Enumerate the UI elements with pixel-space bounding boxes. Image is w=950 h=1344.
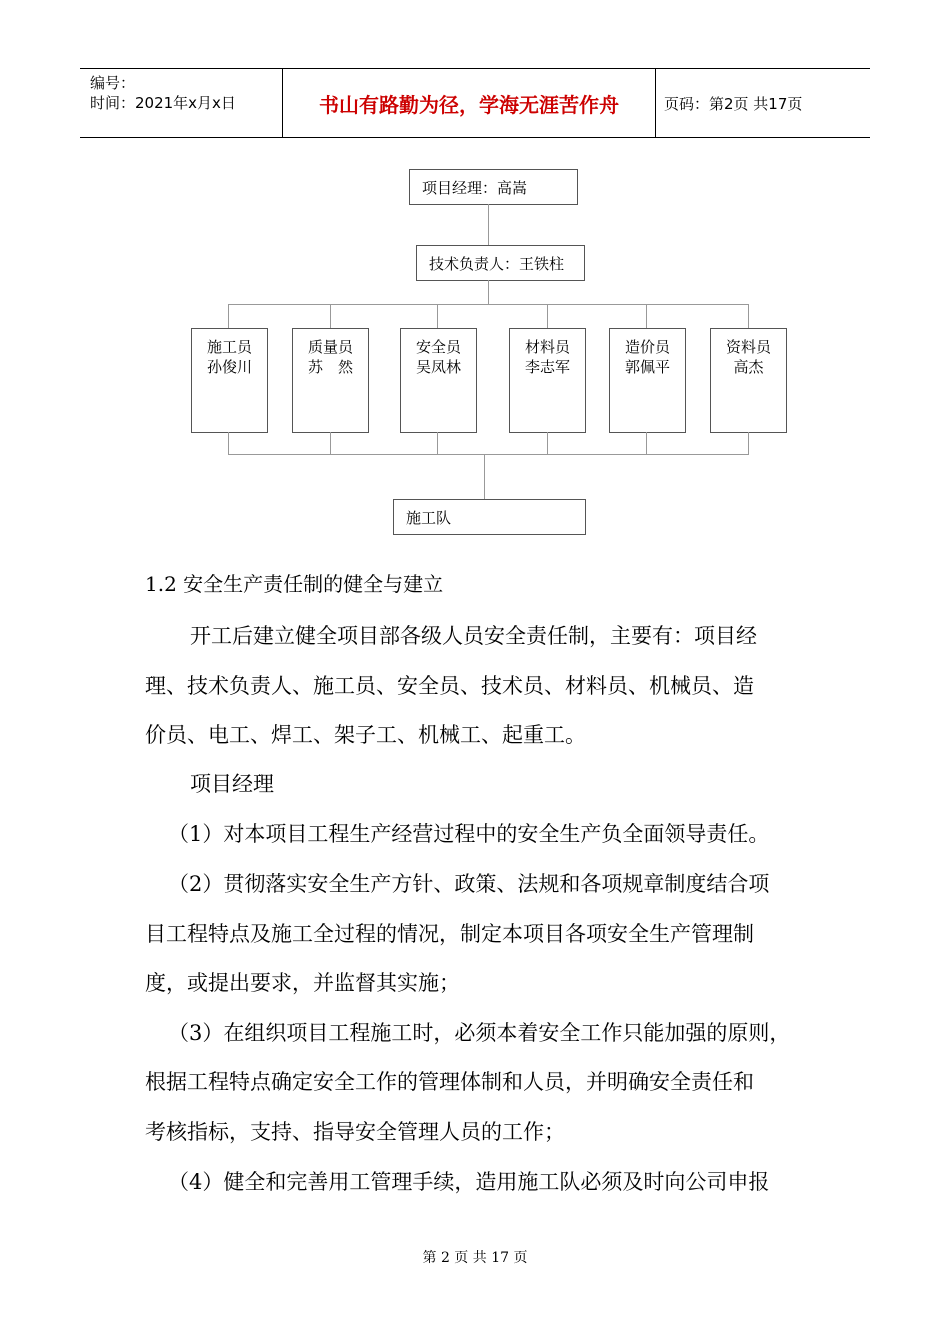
connector-line (228, 432, 229, 454)
tech-lead-label: 技术负责人：王铁柱 (429, 255, 565, 273)
paragraph-line: 目工程特点及施工全过程的情况，制定本项目各项安全生产管理制 (145, 922, 754, 946)
staff-role: 材料员 (524, 338, 570, 356)
connector-line (437, 304, 438, 328)
manager-box (409, 169, 578, 205)
paragraph-line: 理、技术负责人、施工员、安全员、技术员、材料员、机械员、造 (145, 674, 754, 698)
paragraph-line: 考核指标，支持、指导安全管理人员的工作； (145, 1120, 565, 1144)
connector-line (484, 454, 485, 499)
paragraph-line: （4）健全和完善用工管理手续，造用施工队必须及时向公司申报 (168, 1170, 770, 1194)
staff-name: 孙俊川 (206, 358, 252, 376)
subheading: 项目经理 (190, 772, 274, 796)
page-footer: 第 2 页 共 17 页 (422, 1250, 528, 1266)
team-label: 施工队 (406, 509, 452, 527)
connector-line (330, 304, 331, 328)
paragraph-line: （3）在组织项目工程施工时，必须本着安全工作只能加强的原则， (168, 1021, 791, 1045)
staff-role: 施工员 (206, 338, 252, 356)
staff-box (292, 328, 369, 433)
time-label: 时间：2021年x月x日 (90, 94, 236, 112)
staff-name: 高杰 (733, 358, 764, 376)
header-page-info: 页码：第2页 共17页 (664, 94, 803, 113)
staff-role: 质量员 (307, 338, 353, 356)
connector-line (547, 432, 548, 454)
connector-line (547, 304, 548, 328)
connector-line (228, 304, 749, 305)
staff-name: 苏 然 (307, 358, 353, 376)
paragraph-line: （1）对本项目工程生产经营过程中的安全生产负全面领导责任。 (168, 822, 770, 846)
paragraph-line: 度，或提出要求，并监督其实施； (145, 971, 460, 995)
connector-line (748, 304, 749, 328)
connector-line (228, 304, 229, 328)
staff-box (509, 328, 586, 433)
staff-name: 吴凤林 (415, 358, 461, 376)
staff-box (609, 328, 686, 433)
connector-line (646, 432, 647, 454)
staff-role: 资料员 (725, 338, 771, 356)
staff-role: 安全员 (415, 338, 461, 356)
staff-name: 李志军 (524, 358, 570, 376)
number-label: 编号： (90, 74, 136, 92)
connector-line (748, 432, 749, 454)
staff-box (710, 328, 787, 433)
header-meta (80, 69, 283, 137)
manager-label: 项目经理：高嵩 (422, 179, 528, 197)
staff-name: 郭佩平 (624, 358, 670, 376)
connector-line (228, 454, 749, 455)
connector-line (488, 280, 489, 304)
staff-box (400, 328, 477, 433)
connector-line (437, 432, 438, 454)
connector-line (330, 432, 331, 454)
staff-role: 造价员 (624, 338, 670, 356)
paragraph-line: 价员、电工、焊工、架子工、机械工、起重工。 (145, 723, 586, 747)
tech-lead-box (416, 245, 585, 281)
team-box (393, 499, 586, 535)
paragraph-line: 开工后建立健全项目部各级人员安全责任制，主要有：项目经 (190, 624, 757, 648)
paragraph-line: 根据工程特点确定安全工作的管理体制和人员，并明确安全责任和 (145, 1070, 754, 1094)
staff-box (191, 328, 268, 433)
connector-line (646, 304, 647, 328)
section-title: 1.2 安全生产责任制的健全与建立 (145, 572, 444, 596)
page-header (80, 68, 870, 138)
paragraph-line: （2）贯彻落实安全生产方针、政策、法规和各项规章制度结合项 (168, 872, 770, 896)
header-motto: 书山有路勤为径，学海无涯苦作舟 (283, 69, 656, 137)
connector-line (488, 204, 489, 245)
